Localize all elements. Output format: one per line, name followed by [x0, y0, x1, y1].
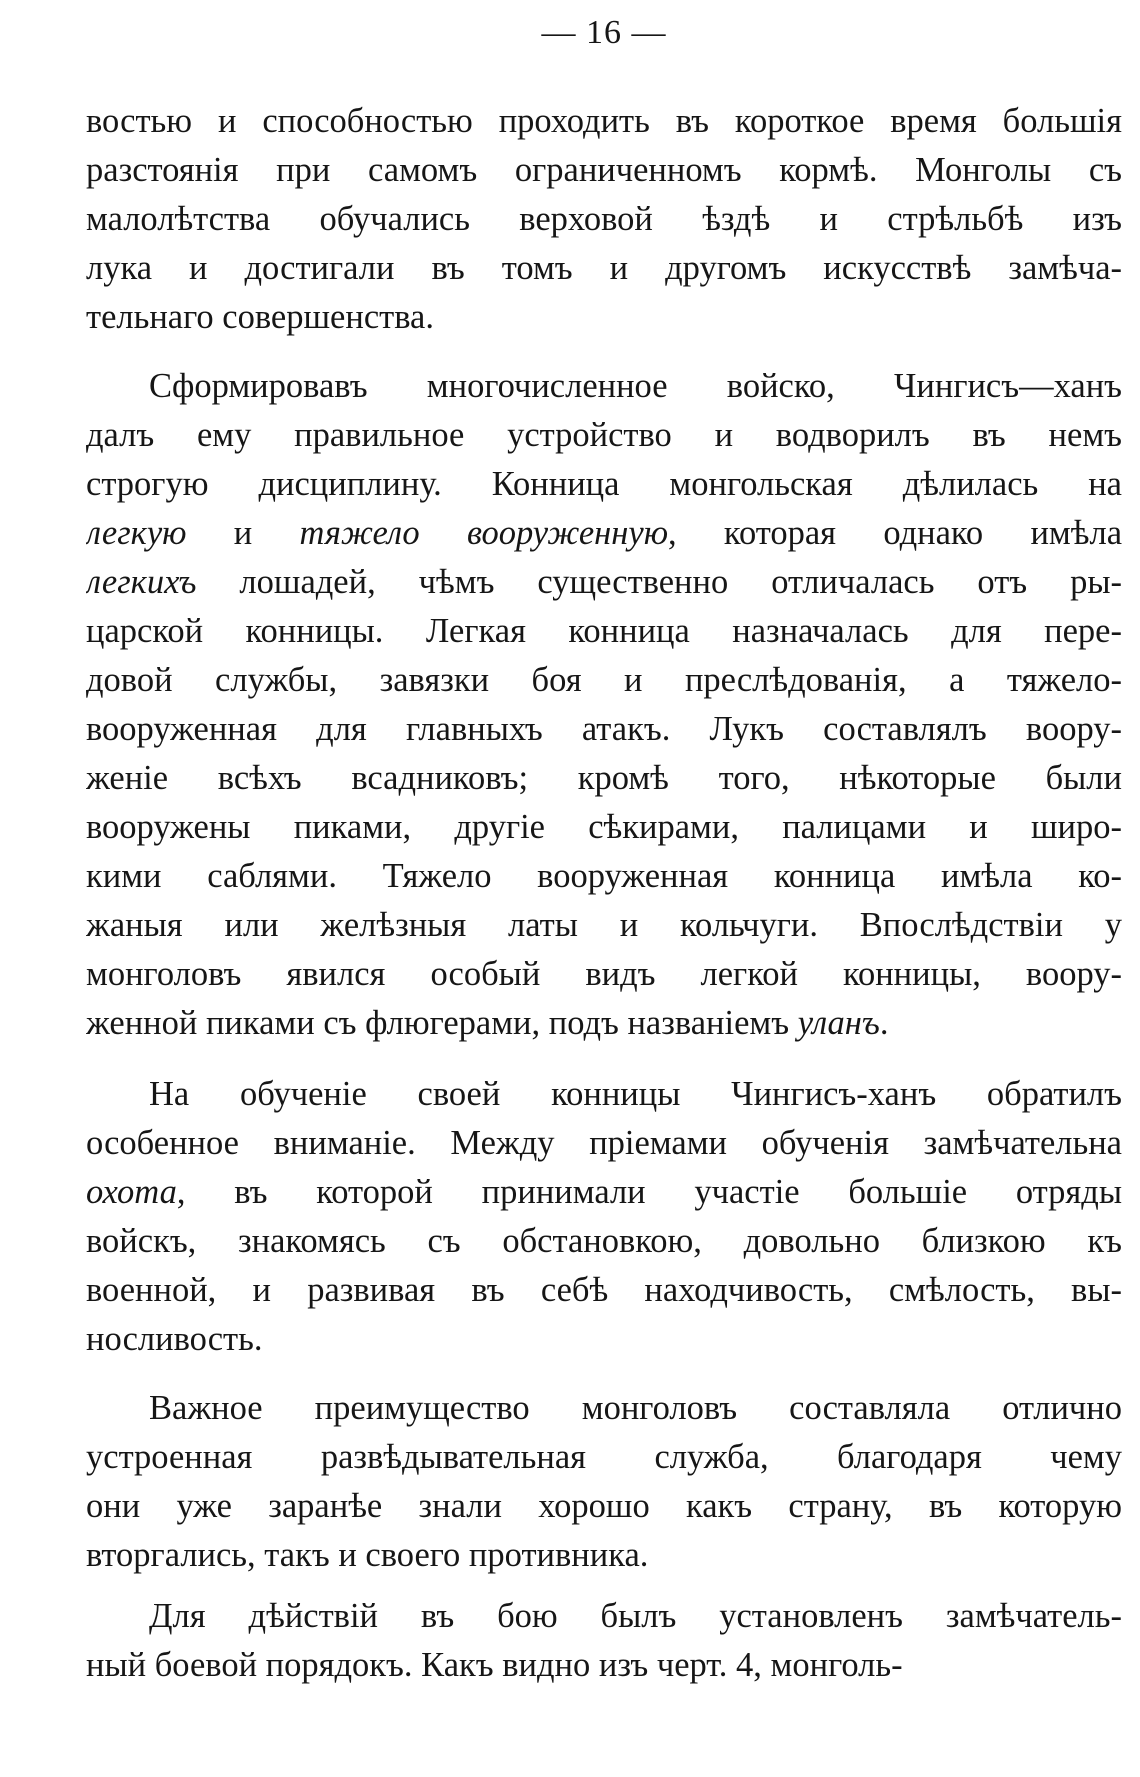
text-run: они уже заранѣе знали хорошо какъ страну, въ которую	[86, 1487, 1122, 1525]
italic-term: легкихъ	[86, 563, 197, 601]
text-run: .	[879, 1004, 889, 1042]
text-run: тельнаго совершенства.	[86, 298, 434, 336]
text-line	[86, 607, 1122, 656]
text-run: лошадей, чѣмъ существенно отличалась отъ ры-	[196, 563, 1122, 601]
text-line	[86, 1433, 1122, 1482]
paragraph-gap	[86, 1364, 1122, 1384]
text-run: монголовъ явился особый видъ легкой конницы, воору-	[86, 955, 1122, 993]
paragraph-gap	[86, 1048, 1122, 1070]
text-run: довой службы, завязки боя и преслѣдованія, а тяжело-	[86, 661, 1122, 699]
paragraph-gap	[86, 1580, 1122, 1592]
paragraph	[86, 97, 1122, 342]
text-line	[86, 362, 1122, 411]
text-line	[86, 1217, 1122, 1266]
text-run: царской конницы. Легкая конница назначалась для пере-	[86, 612, 1122, 650]
text-run: На обученіе своей конницы Чингисъ-ханъ обратилъ	[149, 1075, 1122, 1113]
text-line	[86, 803, 1122, 852]
text-line	[86, 146, 1122, 195]
text-run: и	[186, 514, 300, 552]
text-run: малолѣтства обучались верховой ѣздѣ и стрѣльбѣ изъ	[86, 200, 1122, 238]
text-line	[86, 1482, 1122, 1531]
text-run: вооружены пиками, другіе сѣкирами, палицами и широ-	[86, 808, 1122, 846]
text-run: кими саблями. Тяжело вооруженная конница имѣла ко-	[86, 857, 1122, 895]
text-line	[86, 950, 1122, 999]
text-run: Важное преимущество монголовъ составляла отлично	[149, 1389, 1122, 1427]
text-run: женной пиками съ флюгерами, подъ названіемъ	[86, 1004, 798, 1042]
text-line	[86, 1315, 1122, 1364]
text-run: вторгались, такъ и своего противника.	[86, 1536, 649, 1574]
text-run: строгую дисциплину. Конница монгольская дѣлилась на	[86, 465, 1122, 503]
text-line	[86, 293, 1122, 342]
text-run: военной, и развивая въ себѣ находчивость, смѣлость, вы-	[86, 1271, 1122, 1309]
text-run: носливость.	[86, 1320, 263, 1358]
text-run: особенное вниманіе. Между пріемами обученія замѣчательна	[86, 1124, 1122, 1162]
text-run: устроенная развѣдывательная служба, благодаря чему	[86, 1438, 1122, 1476]
text-line	[86, 244, 1122, 293]
text-run: вооруженная для главныхъ атакъ. Лукъ составлялъ воору-	[86, 710, 1122, 748]
text-line	[86, 901, 1122, 950]
text-line	[86, 1119, 1122, 1168]
paragraph	[86, 1384, 1122, 1580]
text-line	[86, 195, 1122, 244]
text-line	[86, 1384, 1122, 1433]
text-line	[86, 1070, 1122, 1119]
paragraph	[86, 1592, 1122, 1690]
book-page	[86, 0, 1122, 1777]
text-line	[86, 1531, 1122, 1580]
text-line	[86, 509, 1122, 558]
text-run: разстоянія при самомъ ограниченномъ кормѣ. Монголы съ	[86, 151, 1122, 189]
text-line	[86, 1168, 1122, 1217]
italic-term: тяжело вооруженную	[299, 514, 669, 552]
text-run: , которая однако имѣла	[668, 514, 1122, 552]
page-number: — 16 —	[541, 14, 667, 51]
text-line	[86, 460, 1122, 509]
text-run: жаныя или желѣзныя латы и кольчуги. Впослѣдствіи у	[86, 906, 1122, 944]
paragraph	[86, 1070, 1122, 1364]
text-run: востью и способностью проходить въ короткое время большія	[86, 102, 1122, 140]
paragraph	[86, 362, 1122, 1048]
italic-term: легкую	[86, 514, 187, 552]
text-line	[86, 1266, 1122, 1315]
text-run: Сформировавъ многочисленное войско, Чингисъ—ханъ	[149, 367, 1122, 405]
italic-term: уланъ	[797, 1004, 880, 1042]
text-line	[86, 558, 1122, 607]
text-line	[86, 656, 1122, 705]
text-line	[86, 1592, 1122, 1641]
text-run: ный боевой порядокъ. Какъ видно изъ черт. 4, монголь-	[86, 1646, 903, 1684]
text-run: далъ ему правильное устройство и водворилъ въ немъ	[86, 416, 1122, 454]
text-line	[86, 754, 1122, 803]
body-text	[86, 97, 1122, 1690]
text-line	[86, 999, 1122, 1048]
text-line	[86, 97, 1122, 146]
text-run: , въ которой принимали участіе большіе отряды	[176, 1173, 1122, 1211]
text-run: лука и достигали въ томъ и другомъ искусствѣ замѣча-	[86, 249, 1122, 287]
paragraph-gap	[86, 342, 1122, 362]
text-line	[86, 852, 1122, 901]
text-line	[86, 411, 1122, 460]
text-run: женіе всѣхъ всадниковъ; кромѣ того, нѣкоторые были	[86, 759, 1122, 797]
text-run: Для дѣйствій въ бою былъ установленъ замѣчатель-	[149, 1597, 1122, 1635]
italic-term: охота	[86, 1173, 177, 1211]
text-run: войскъ, знакомясь съ обстановкою, довольно близкою къ	[86, 1222, 1122, 1260]
text-line	[86, 1641, 1122, 1690]
text-line	[86, 705, 1122, 754]
